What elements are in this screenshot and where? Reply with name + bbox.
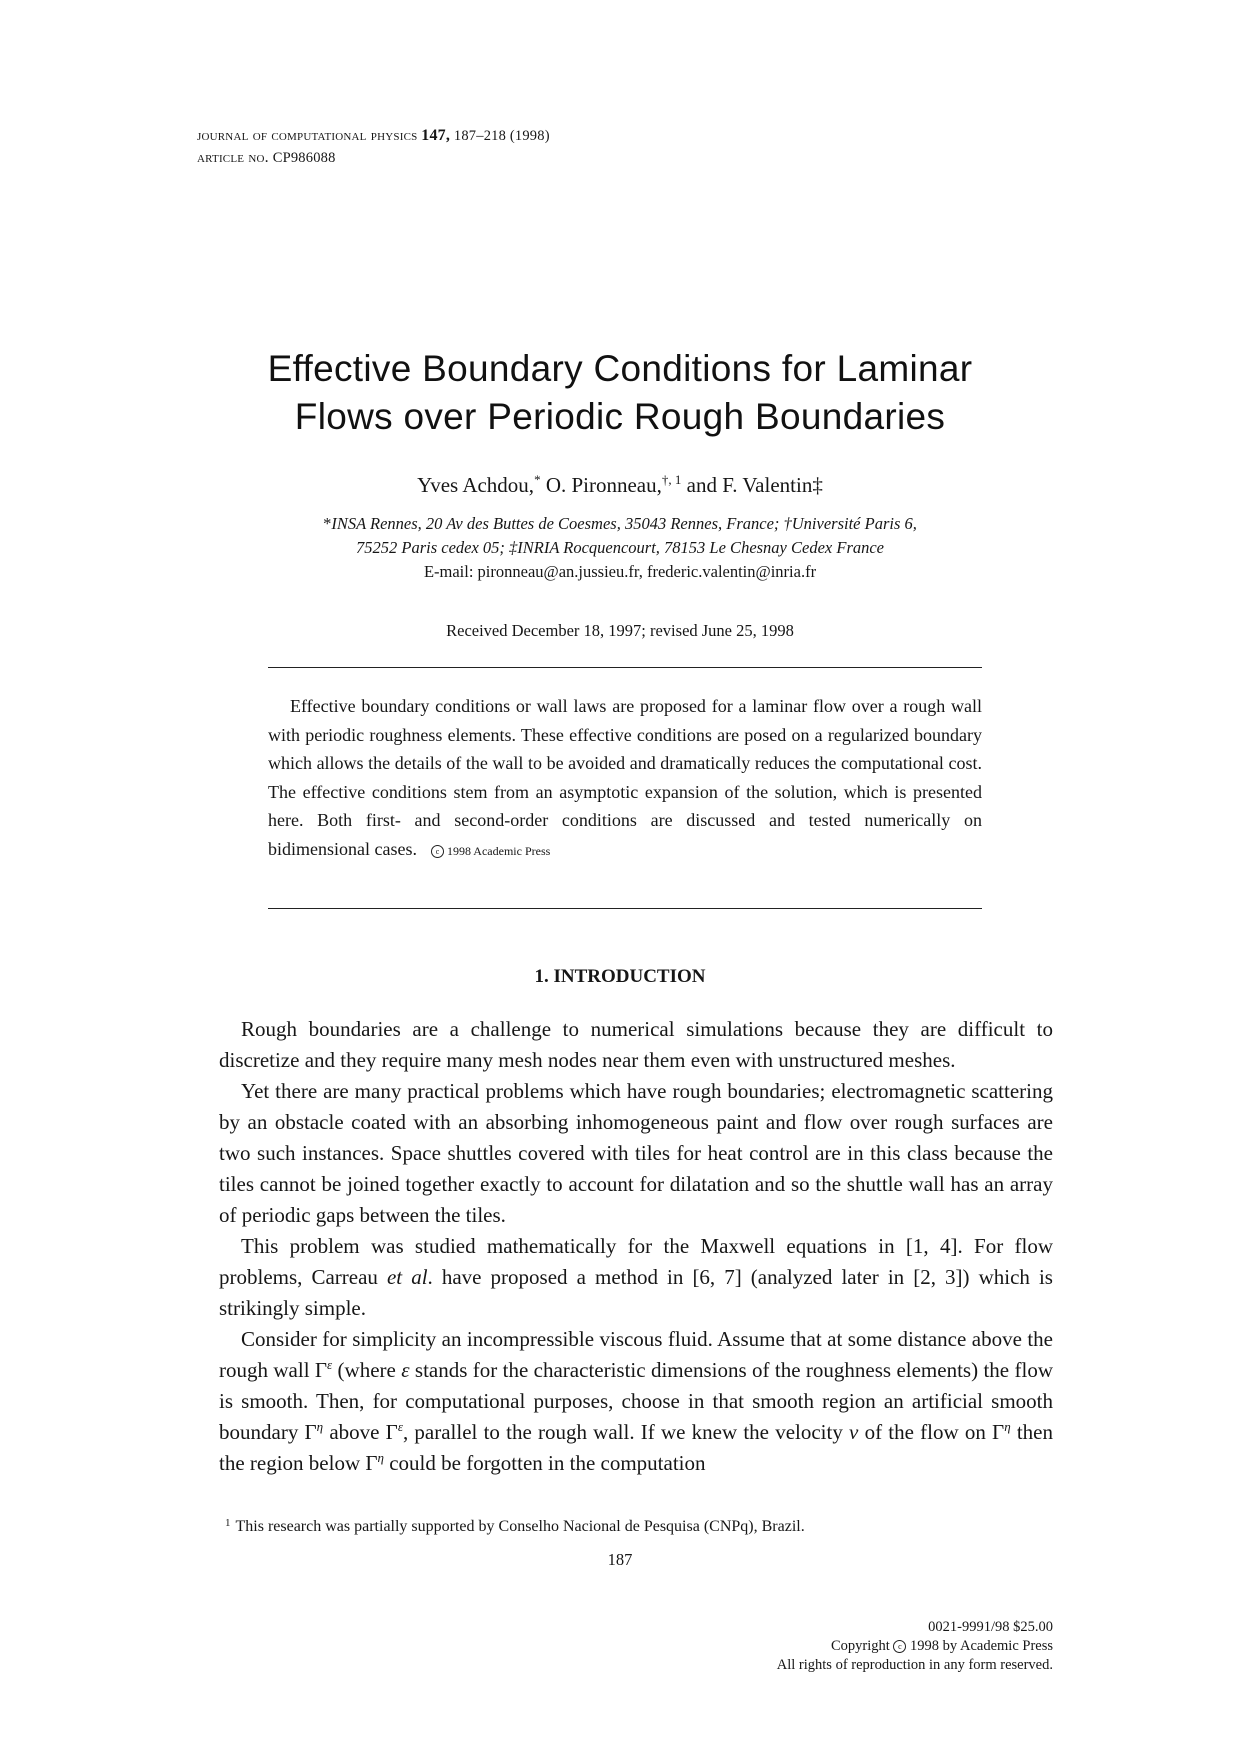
page-number: 187 <box>607 1550 633 1569</box>
p4-velocity: v <box>849 1420 859 1444</box>
p4-epsilon-1: ε <box>327 1357 333 1372</box>
received-dates: Received December 18, 1997; revised June 25, 1998 <box>446 621 794 640</box>
copyright-suffix: 1998 by Academic Press <box>906 1638 1053 1654</box>
paragraph-2: Yet there are many practical problems which have rough boundaries; electromagnetic scattering by an obstacle coated with an absorbing inhomogeneous paint and flow over rough surfaces are two such instances. Space shuttles covered with tiles for heat control are in this class because the tiles cannot be joined together exactly to account for dilatation and so the shuttle wall has an array of periodic gaps between the tiles. <box>219 1079 1053 1227</box>
publisher-info <box>620 1618 1053 1675</box>
author-1: Yves Achdou, <box>417 473 535 497</box>
title-line-2: Flows over Periodic Rough Boundaries <box>294 396 946 437</box>
author-2-mark: †, 1 <box>661 472 682 487</box>
p4-text-b: (where <box>332 1358 402 1382</box>
email-line: E-mail: pironneau@an.jussieu.fr, frederic.valentin@inria.fr <box>423 562 817 581</box>
section-heading: 1. INTRODUCTION <box>534 966 706 987</box>
article-number <box>197 147 897 169</box>
issn-price: 0021-9991/98 $25.00 <box>928 1619 1053 1635</box>
affiliation-line-1 <box>140 512 1100 536</box>
p4-text-h: could be forgotten in the computation <box>383 1451 706 1475</box>
affiliation-star: * <box>323 514 332 533</box>
footnote-mark: 1 <box>225 1517 231 1529</box>
copyright-prefix: Copyright <box>830 1638 894 1654</box>
p4-text-d: above Γ <box>323 1420 398 1444</box>
footnote-text: This research was partially supported by Conselho Nacional de Pesquisa (CNPq), Brazil. <box>235 1518 805 1535</box>
abstract-copyright-text: 1998 Academic Press <box>443 843 551 858</box>
author-list <box>140 466 1100 499</box>
abstract-copyright <box>431 844 550 858</box>
title-line-1: Effective Boundary Conditions for Laminar <box>267 348 973 389</box>
article-id: CP986088 <box>272 150 336 166</box>
body-text <box>219 1014 1053 1479</box>
article-label: article no. <box>197 149 269 166</box>
copyright-icon: c <box>431 845 444 858</box>
abstract-text: Effective boundary conditions or wall laws are proposed for a laminar flow over a rough wall with periodic roughness elements. These effective conditions are posed on a regularized boundary which allows the details of the wall to be avoided and dramatically reduces the computational cost. The effective conditions stem from an asymptotic expansion of the solution, which is presented here. Both first- and second-order conditions are discussed and tested numerically on bidimensional cases. <box>268 696 982 859</box>
p4-text-g: then the region below Γ <box>219 1420 1053 1475</box>
publisher-copyright <box>620 1637 1053 1656</box>
abstract-top-rule <box>268 667 982 668</box>
journal-name: journal of computational physics <box>197 127 418 144</box>
affiliation-text-1: INSA Rennes, 20 Av des Buttes de Coesmes, 35043 Rennes, France; †Université Paris 6, <box>331 514 917 533</box>
paragraph-4 <box>219 1324 1053 1479</box>
journal-pages-year: 187–218 (1998) <box>453 128 550 144</box>
abstract-bottom-rule <box>268 908 982 909</box>
p4-text-a: Consider for simplicity an incompressible viscous fluid. Assume that at some distance above the rough wall Γ <box>219 1327 1053 1382</box>
p4-text-c: stands for the characteristic dimensions of the roughness elements) the flow is smooth. Then, for computational purposes, choose in that smooth region an artificial smooth boundary Γ <box>219 1358 1053 1444</box>
affiliation-line-2: 75252 Paris cedex 05; ‡INRIA Rocquencourt, 78153 Le Chesnay Cedex France <box>355 538 885 557</box>
author-3: and F. Valentin‡ <box>681 473 823 497</box>
rights-statement: All rights of reproduction in any form reserved. <box>776 1657 1053 1673</box>
p4-eta-2: η <box>1004 1419 1011 1434</box>
copyright-icon: c <box>893 1640 906 1653</box>
p4-eta-3: η <box>377 1450 384 1465</box>
author-1-mark: * <box>534 472 541 487</box>
author-2: O. Pironneau, <box>540 473 662 497</box>
paragraph-3 <box>219 1231 1053 1324</box>
journal-volume: 147, <box>421 127 451 144</box>
p3-text-a: This problem was studied mathematically for the Maxwell equations in [1, 4]. For flow problems, Carreau <box>219 1234 1053 1289</box>
p4-text-e: , parallel to the rough wall. If we knew the velocity <box>402 1420 850 1444</box>
affiliations <box>140 512 1100 584</box>
p4-eta-1: η <box>316 1419 324 1434</box>
p3-et-al: et al <box>386 1265 428 1289</box>
p4-text-f: of the flow on Γ <box>858 1420 1005 1444</box>
journal-citation <box>197 125 897 147</box>
abstract <box>268 692 982 865</box>
paragraph-1: Rough boundaries are a challenge to numerical simulations because they are difficult to discretize and they require many mesh nodes near them even with unstructured meshes. <box>219 1017 1053 1072</box>
p4-epsilon-2: ε <box>401 1358 410 1382</box>
p3-text-c: . have proposed a method in [6, 7] (analyzed later in [2, 3]) which is strikingly simple. <box>219 1265 1053 1320</box>
paper-title <box>140 345 1100 441</box>
footnote <box>219 1512 1053 1538</box>
abstract-paragraph <box>268 692 982 865</box>
journal-header <box>197 125 897 169</box>
p4-epsilon-3: ε <box>397 1419 403 1434</box>
